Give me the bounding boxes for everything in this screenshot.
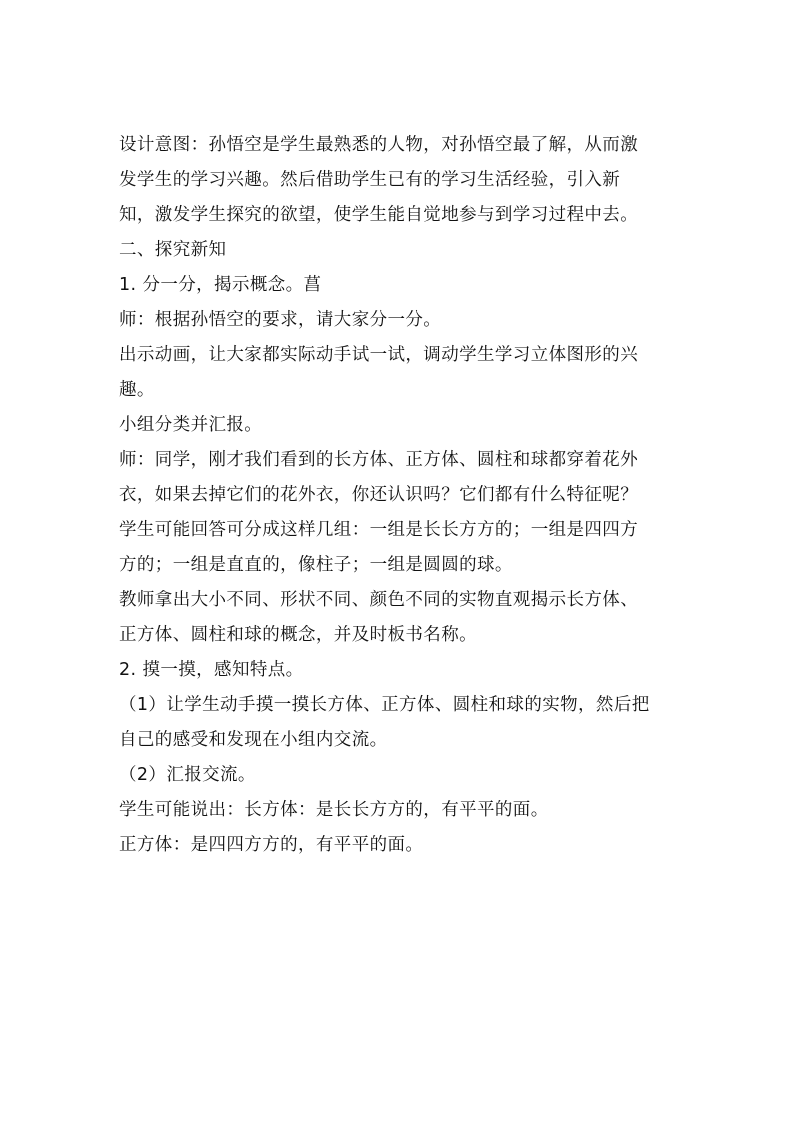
paragraph-line: 教师拿出大小不同、形状不同、颜色不同的实物直观揭示长方体、 — [119, 590, 639, 610]
subsection-heading: 1. 分一分，揭示概念。菖 — [119, 275, 322, 295]
paragraph-line: 出示动画，让大家都实际动手试一试，调动学生学习立体图形的兴 — [119, 345, 639, 365]
subsection-heading: 2. 摸一摸，感知特点。 — [119, 660, 304, 680]
paragraph-line: 小组分类并汇报。 — [119, 415, 263, 435]
document-body — [119, 128, 679, 863]
paragraph-line: 学生可能回答可分成这样几组：一组是长长方方的；一组是四四方 — [119, 520, 639, 540]
paragraph-line: 正方体：是四四方方的，有平平的面。 — [119, 835, 424, 855]
paragraph-line: 自己的感受和发现在小组内交流。 — [119, 730, 388, 750]
section-heading: 二、探究新知 — [119, 240, 227, 260]
paragraph-line: 方的；一组是直直的，像柱子；一组是圆圆的球。 — [119, 555, 513, 575]
paragraph-line: 衣，如果去掉它们的花外衣，你还认识吗？它们都有什么特征呢？ — [119, 485, 639, 505]
paragraph-line: 设计意图：孙悟空是学生最熟悉的人物，对孙悟空最了解，从而激 — [119, 135, 639, 155]
paragraph-line: （2）汇报交流。 — [119, 765, 256, 785]
paragraph-line: 师：根据孙悟空的要求，请大家分一分。 — [119, 310, 442, 330]
paragraph-line: （1）让学生动手摸一摸长方体、正方体、圆柱和球的实物，然后把 — [119, 695, 650, 715]
paragraph-line: 发学生的学习兴趣。然后借助学生已有的学习生活经验，引入新 — [119, 170, 621, 190]
paragraph-line: 正方体、圆柱和球的概念，并及时板书名称。 — [119, 625, 477, 645]
paragraph-line: 知，激发学生探究的欲望，使学生能自觉地参与到学习过程中去。 — [119, 205, 639, 225]
paragraph-line: 趣。 — [119, 380, 155, 400]
paragraph-line: 师：同学，刚才我们看到的长方体、正方体、圆柱和球都穿着花外 — [119, 450, 639, 470]
paragraph-line: 学生可能说出：长方体：是长长方方的，有平平的面。 — [119, 800, 549, 820]
